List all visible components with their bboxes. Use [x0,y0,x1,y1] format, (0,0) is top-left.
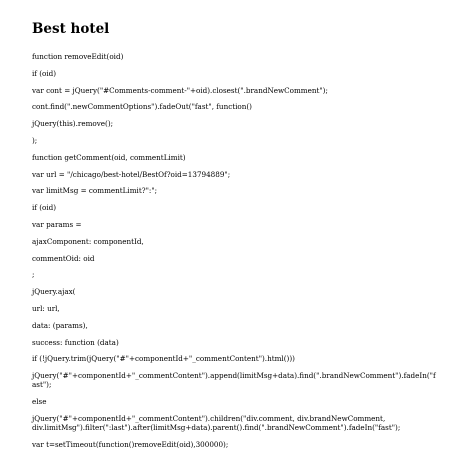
code-line: function getComment(oid, commentLimit) [32,152,186,162]
code-line: var t=setTimeout(function()removeEdit(oid),300000); [32,439,229,449]
code-line: if (!jQuery.trim(jQuery("#"+componentId+"_commentContent").html())) [32,354,295,364]
code-line: if (oid) [32,203,57,213]
code-line: if (oid) [32,68,57,78]
code-line: jQuery("#"+componentId+"_commentContent").append(limitMsg+data).find(".brandNewComment").fadeIn("fast"); [32,371,436,390]
code-line: commentOid: oid [32,253,95,263]
code-line: var params = [32,219,82,229]
code-line: else [32,396,47,406]
code-line: ); [32,135,38,145]
code-line: success: function (data) [32,337,119,347]
code-line: var cont = jQuery("#Comments-comment-"+oid).closest(".brandNewComment"); [32,85,328,95]
document-page [32,20,437,456]
code-line: data: (params), [32,320,88,330]
code-line: jQuery("#"+componentId+"_commentContent").children("div.comment, div.brandNewComment, div.limitMsg").filter(":last").after(limitMsg+data).parent().find(".brandNewComment").fadeIn("fast"); [32,413,401,432]
code-line: cont.find(".newCommentOptions").fadeOut("fast", function() [32,102,252,112]
page-title: Best hotel [32,21,110,37]
code-line: url: url, [32,303,60,313]
code-line: var url = "/chicago/best-hotel/BestOf?oid=13794889"; [32,169,231,179]
code-line: ; [32,270,35,280]
code-line: ajaxComponent: componentId, [32,236,144,246]
code-line: function removeEdit(oid) [32,52,124,61]
code-line: jQuery.ajax( [32,287,76,297]
code-line: jQuery(this).remove(); [32,119,114,129]
code-lines [32,52,437,449]
code-line: var limitMsg = commentLimit?":"; [32,186,158,196]
